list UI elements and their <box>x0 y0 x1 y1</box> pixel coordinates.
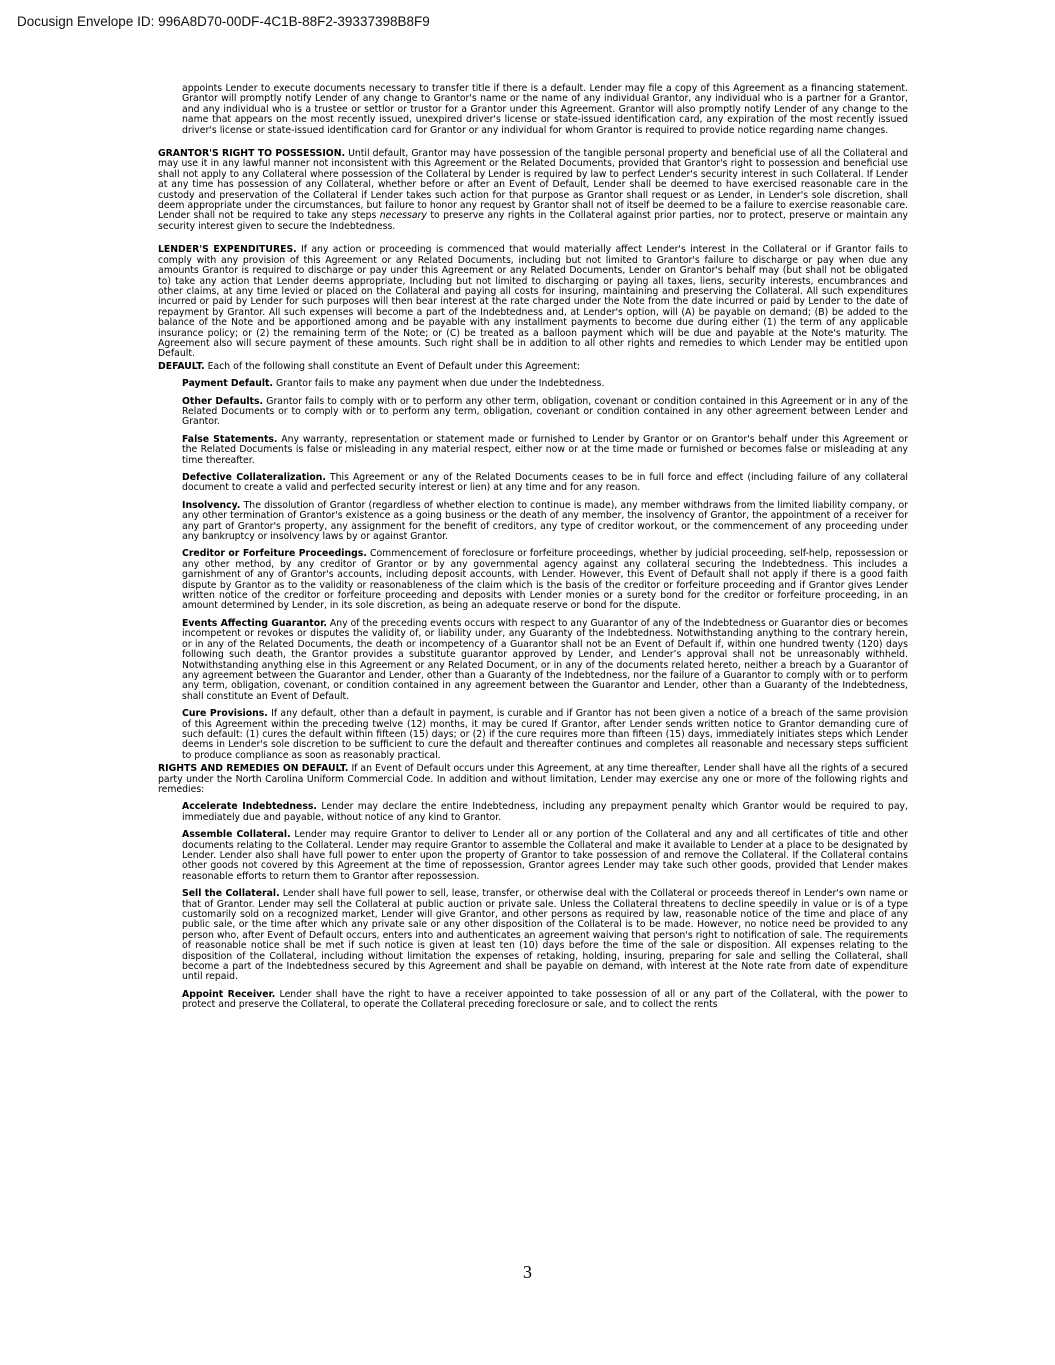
default-item-insolvency <box>158 501 908 543</box>
item-text: Grantor fails to comply with or to perform any other term, obligation, covenant or condition contained in this Agreement or in any of the Related Documents or to comply with or to perform any term, obligation, covenant or condition contained in any other agreement between Lender and Grantor. <box>182 395 908 428</box>
item-text: The dissolution of Grantor (regardless of whether election to continue is made), any member withdraws from the limited liability company, or any other termination of Grantor's existence as a going business or the death of any member, the insolvency of Grantor, the appointment of a receiver for any part of Grantor's property, any assignment for the benefit of creditors, any type of creditor workout, or the commencement of any proceeding under any bankruptcy or insolvency laws by or against Grantor. <box>182 499 908 543</box>
document-body <box>158 84 908 1018</box>
page-number: 3 <box>523 1262 532 1282</box>
remedy-item-assemble <box>158 830 908 882</box>
item-text: Lender shall have full power to sell, lease, transfer, or otherwise deal with the Collateral or proceeds thereof in Lender's own name or that of Grantor. Lender may sell the Collateral at public auction or private sale. Unless the Collateral threatens to decline speedily in value or is of a type customarily sold on a recognized market, Lender will give Grantor, and other persons as required by law, reasonable notice of the time and place of any public sale, or the time after which any private sale or any other disposition of the Collateral is to be made. However, no notice need be provided to any person who, after Event of Default occurs, enters into and authenticates an agreement waiving that person's right to notification of sale. The requirements of reasonable notice shall be met if such notice is given at least ten (10) days before the time of the sale or disposition. All expenses relating to the disposition of the Collateral, including without limitation the expenses of retaking, holding, insuring, preparing for sale and selling the Collateral, shall become a part of the Indebtedness secured by this Agreement and shall be payable on demand, with interest at the Note rate from date of expenditure until repaid. <box>182 888 908 983</box>
default-item-false-statements <box>158 435 908 466</box>
section-text: to preserve any rights in the Collateral against prior parties, nor to protect, preserve or maintain any security interest given to secure the Indebtedness. <box>158 210 908 232</box>
section-text: Until default, Grantor may have possession of the tangible personal property and beneficial use of all the Collateral and may use it in any lawful manner not inconsistent with this Agreement or the Related Documents, provided that Grantor's right to possession and beneficial use shall not apply to any Collateral where possession of the Collateral by Lender is required by law to perfect Lender's security interest in such Collateral. If Lender at any time has possession of any Collateral, whether before or after an Event of Default, Lender shall be deemed to have exercised reasonable care in the custody and preservation of the Collateral if Lender takes such action for that purpose as Grantor shall request or as Lender, in Lender's sole discretion, shall deem appropriate under the circumstances, but failure to honor any request by Grantor shall not of itself be deemed to be a failure to exercise reasonable care. Lender shall not be required to take any steps <box>158 148 908 222</box>
item-title: Creditor or Forfeiture Proceedings. <box>182 548 367 560</box>
item-title: Other Defaults. <box>182 395 264 407</box>
item-text: Commencement of foreclosure or forfeiture proceedings, whether by judicial proceeding, self-help, repossession or any other method, by any creditor of Grantor or by any governmental agency against any collateral securing the Indebtedness. This includes a garnishment of any of Grantor's accounts, including deposit accounts, with Lender. However, this Event of Default shall not apply if there is a good faith dispute by Grantor as to the validity or reasonableness of the claim which is the basis of the creditor or forfeiture proceeding and if Grantor gives Lender written notice of the creditor or forfeiture proceeding and deposits with Lender monies or a surety bond for the creditor or forfeiture proceeding, in an amount determined by Lender, in its sole discretion, as being an adequate reserve or bond for the dispute. <box>182 548 908 612</box>
item-text: If any default, other than a default in payment, is curable and if Grantor has not been given a notice of a breach of the same provision of this Agreement within the preceding twelve (12) months, it may be cured If Grantor, after Lender sends written notice to Grantor demanding cure of such default: (1) cures the default within fifteen (15) days; or (2) if the cure requires more than fifteen (15) days, immediately initiates steps which Lender deems in Lender's sole discretion to be sufficient to cure the default and thereafter continues and completes all reasonable and necessary steps sufficient to produce compliance as soon as reasonably practical. <box>182 708 908 761</box>
intro-paragraph: appoints Lender to execute documents necessary to transfer title if there is a default. Lender may file a copy of this Agreement as a financing statement. Grantor will promptly notify Lender of any change to Grantor's name or the name of any individual Grantor, any individual who is a partner for a Grantor, and any individual who is a trustee or settlor or trustor for a Grantor under this Agreement. Grantor will also promptly notify Lender of any change to the name that appears on the most recently issued, unexpired driver's license or state-issued identification card, any expiration of the most recently issued driver's license or state-issued identification card for Grantor or any individual for whom Grantor is required to provide notice regarding name changes. <box>182 83 908 136</box>
item-text: Grantor fails to make any payment when due under the Indebtedness. <box>276 378 605 390</box>
item-title: Assemble Collateral. <box>182 829 291 841</box>
section-text: Each of the following shall constitute an Event of Default under this Agreement: <box>207 360 581 372</box>
item-text: Any of the preceding events occurs with respect to any Guarantor of any of the Indebtedness or Guarantor dies or becomes incompetent or revokes or disputes the validity of, or liability under, any Guaranty of the Indebtedness. Notwithstanding anything to the contrary herein, or in any of the Related Documents, the death or incompetency of a Guarantor shall not be an Event of Default if, within one hundred twenty (120) days following such death, the Grantor provides a substitute guarantor approved by Lender, and Lender’s approval shall not be unreasonably withheld. Notwithstanding anything else in this Agreement or any Related Document, or in any of the documents related hereto, neither a breach by a Guarantor of any agreement between the Guarantor and Lender, other than a Guaranty of the Indebtedness, nor the failure of a Guarantor to comply with or to perform any term, obligation, covenant, or condition contained in any agreement between the Guarantor and Lender, other than a Guaranty of the Indebtedness, shall constitute an Event of Default. <box>182 617 909 702</box>
item-text: Lender may declare the entire Indebtedness, including any prepayment penalty which Grantor would be required to pay, immediately due and payable, without notice of any kind to Grantor. <box>182 801 908 823</box>
section-italic-text: necessary <box>379 210 427 222</box>
section-possession <box>158 149 908 232</box>
default-item-payment <box>158 379 908 389</box>
item-text: This Agreement or any of the Related Documents ceases to be in full force and effect (including failure of any collateral document to create a valid and perfected security interest or lien) at any time and for any reason. <box>182 472 908 494</box>
section-heading: LENDER'S EXPENDITURES. <box>158 244 297 256</box>
default-item-events-affecting-guarantor <box>158 619 908 702</box>
item-title: Events Affecting Guarantor. <box>182 617 327 629</box>
section-expenditures <box>158 245 908 359</box>
envelope-id: Docusign Envelope ID: 996A8D70-00DF-4C1B-88F2-39337398B8F9 <box>17 14 430 29</box>
section-heading: RIGHTS AND REMEDIES ON DEFAULT. <box>158 763 349 775</box>
item-text: Lender may require Grantor to deliver to Lender all or any portion of the Collateral and any and all certificates of title and other documents relating to the Collateral. Lender may require Grantor to assemble the Collateral and make it available to Lender at a place to be designated by Lender. Lender also shall have full power to enter upon the property of Grantor to take possession of and remove the Collateral. If the Collateral contains other goods not covered by this Agreement at the time of repossession, Grantor agrees Lender may take such other goods, provided that Lender makes reasonable efforts to return them to Grantor after repossession. <box>182 829 908 882</box>
item-title: False Statements. <box>182 433 278 445</box>
item-title: Payment Default. <box>182 378 274 390</box>
item-title: Accelerate Indebtedness. <box>182 801 317 813</box>
default-item-creditor-forfeiture <box>158 549 908 611</box>
section-heading: DEFAULT. <box>158 360 205 372</box>
section-text: If an Event of Default occurs under this Agreement, at any time thereafter, Lender shall have all the rights of a secured party under the North Carolina Uniform Commercial Code. In addition and without limitation, Lender may exercise any one or more of the following rights and remedies: <box>158 763 908 795</box>
item-title: Appoint Receiver. <box>182 988 276 1000</box>
section-remedies <box>158 764 908 795</box>
remedy-item-sell <box>158 889 908 983</box>
remedy-item-appoint-receiver <box>158 990 908 1011</box>
item-text: Lender shall have the right to have a receiver appointed to take possession of all or any part of the Collateral, with the power to protect and preserve the Collateral, to operate the Collateral preceding foreclosure or sale, and to collect the rents <box>182 988 908 1011</box>
item-title: Defective Collateralization. <box>182 472 326 483</box>
section-default <box>158 362 908 372</box>
section-text: If any action or proceeding is commenced that would materially affect Lender's interest in the Collateral or if Grantor fails to comply with any provision of this Agreement or any Related Documents, including but not limited to Grantor's failure to discharge or pay when due any amounts Grantor is required to discharge or pay under this Agreement or any Related Documents, Lender on Grantor's behalf may (but shall not be obligated to) take any action that Lender deems appropriate, Including but not limited to discharging or paying all taxes, liens, security interests, encumbrances and other claims, at any time levied or placed on the Collateral and paying all costs for insuring, maintaining and preserving the Collateral. All such expenditures incurred or paid by Lender for such purposes will then bear interest at the rate charged under the Note from the date incurred or paid by Lender to the date of repayment by Grantor. All such expenses will become a part of the Indebtedness and, at Lender's option, will (A) be payable on demand; (B) be added to the balance of the Note and be apportioned among and be payable with any installment payments to become due during either (1) the term of any applicable insurance policy; or (2) the remaining term of the Note; or (C) be treated as a balloon payment which will be due and payable at the Note's maturity. The Agreement also will secure payment of these amounts. Such right shall be in addition to all other rights and remedies to which Lender may be entitled upon Default. <box>158 244 908 360</box>
section-heading: GRANTOR'S RIGHT TO POSSESSION. <box>158 148 346 160</box>
default-item-defective-collateralization <box>158 473 908 494</box>
remedy-item-accelerate <box>158 802 908 823</box>
item-title: Sell the Collateral. <box>182 888 280 900</box>
default-item-cure-provisions <box>158 709 908 761</box>
item-title: Insolvency. <box>182 499 241 511</box>
default-item-other-defaults <box>158 397 908 428</box>
item-text: Any warranty, representation or statement made or furnished to Lender by Grantor or on Grantor's behalf under this Agreement or the Related Documents is false or misleading in any material respect, either now or at the time made or furnished or becomes false or misleading at any time thereafter. <box>182 433 908 466</box>
item-title: Cure Provisions. <box>182 708 268 720</box>
